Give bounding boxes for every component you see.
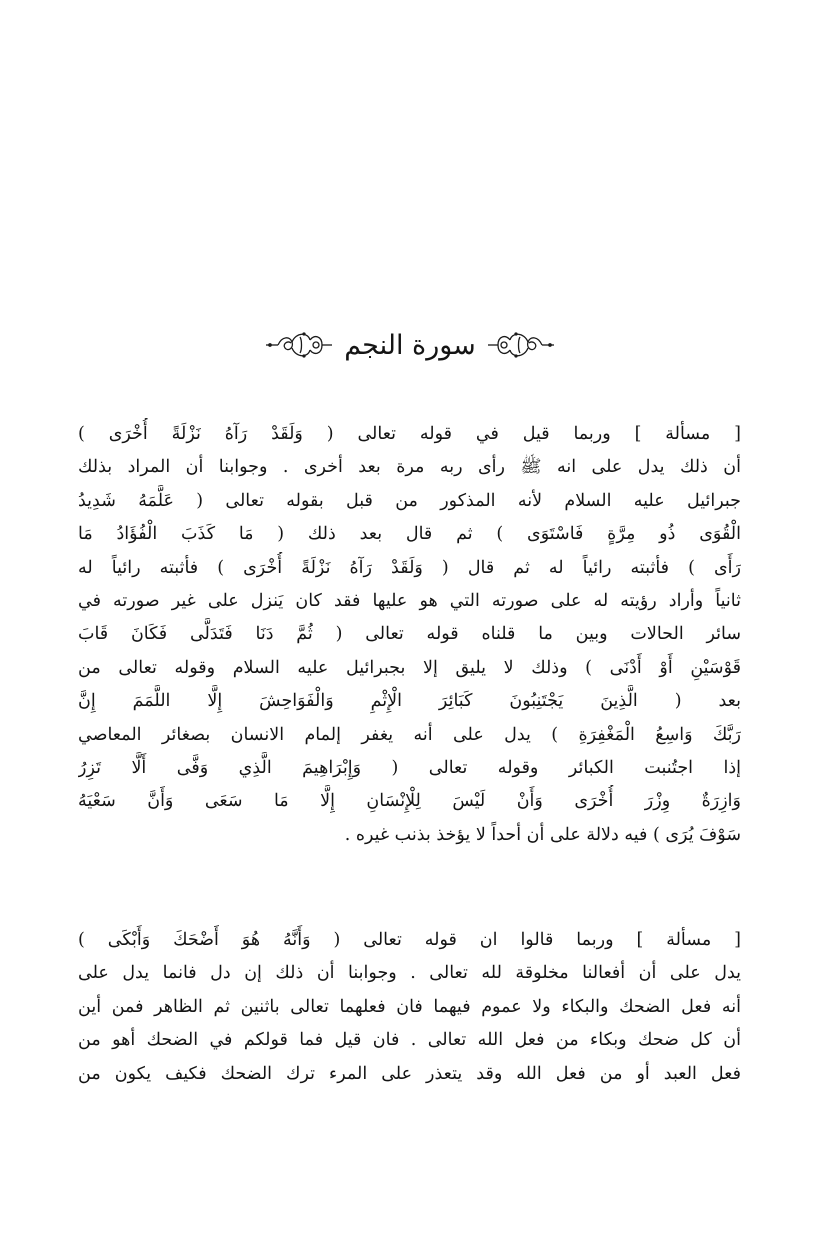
surah-heading (0, 310, 820, 380)
text-line: رَبَّكَ وَاسِعُ الْمَغْفِرَةِ ) يدل على أنه يغفر إلمام الانسان بصغائر المعاصي (78, 724, 741, 745)
text-line: قَوْسَيْنِ أَوْ أَدْنَى ) وذلك لا يليق إلا بجبرائيل عليه السلام وقوله تعالى من (78, 657, 741, 678)
text-line: يدل على أن أفعالنا مخلوقة لله تعالى . وجوابنا أن ذلك إن دل فانما يدل على (78, 963, 741, 984)
paragraph-2 (78, 924, 741, 1091)
text-line: سَوْفَ يُرَى ) فيه دلالة على أن أحداً لا يؤخذ بذنب غيره . (344, 824, 741, 845)
text-line: [ مسألة ] وربما قيل في قوله تعالى ( وَلَقَدْ رَآهُ نَزْلَةً أُخْرَى ) (78, 424, 741, 444)
surah-title: سورة النجم (344, 329, 476, 361)
text-line: إذا اجتُنبت الكبائر وقوله تعالى ( وَإِبْرَاهِيمَ الَّذِي وَفَّى أَلَّا تَزِرُ (78, 757, 741, 778)
text-line: أنه فعل الضحك والبكاء ولا عموم فيهما فان فعلهما تعالى باثنين ثم الظاهر فمن أين (78, 996, 741, 1017)
text-line: ثانياً وأراد رؤيته له على صورته التي هو عليها فقد كان يَنزل على غير صورته في (78, 590, 741, 611)
ornament-left-flourish-icon (264, 328, 334, 362)
text-line: الْقُوَى ذُو مِرَّةٍ فَاسْتَوَى ) ثم قال بعد ذلك ( مَا كَذَبَ الْفُؤَادُ مَا (78, 524, 741, 545)
text-line: رَأَى ) فأثبته رائياً له ثم قال ( وَلَقَدْ رَآهُ نَزْلَةً أُخْرَى ) فأثبته رائياً له (78, 557, 741, 578)
paragraph-1 (78, 418, 741, 852)
text-line: أن ذلك يدل على انه ﷺ رأى ربه مرة بعد أخرى . وجوابنا أن المراد بذلك (78, 457, 741, 478)
text-line: [ مسألة ] وربما قالوا ان قوله تعالى ( وَأَنَّهُ هُوَ أَضْحَكَ وَأَبْكَى ) (78, 930, 741, 950)
ornament-right-flourish-icon (486, 328, 556, 362)
heading-ornament (264, 328, 556, 362)
text-line: أن كل ضحك وبكاء من فعل الله تعالى . فان قيل فما قولكم في الضحك أهو من (78, 1030, 741, 1051)
text-line: سائر الحالات وبين ما قلناه قوله تعالى ( ثُمَّ دَنَا فَتَدَلَّى فَكَانَ قَابَ (78, 624, 741, 645)
text-line: جبرائيل عليه السلام لأنه المذكور من قبل بقوله تعالى ( عَلَّمَهُ شَدِيدُ (78, 490, 741, 511)
text-line: فعل العبد أو من فعل الله وقد يتعذر على المرء ترك الضحك فكيف يكون من (78, 1063, 741, 1084)
text-line: وَازِرَةٌ وِزْرَ أُخْرَى وَأَنْ لَيْسَ لِلْإِنْسَانِ إِلَّا مَا سَعَى وَأَنَّ سَعْيَهُ (78, 791, 741, 812)
text-line: بعد ( الَّذِينَ يَجْتَنِبُونَ كَبَائِرَ الْإِثْمِ وَالْفَوَاحِشَ إِلَّا اللَّمَمَ إِنَّ (78, 691, 741, 712)
